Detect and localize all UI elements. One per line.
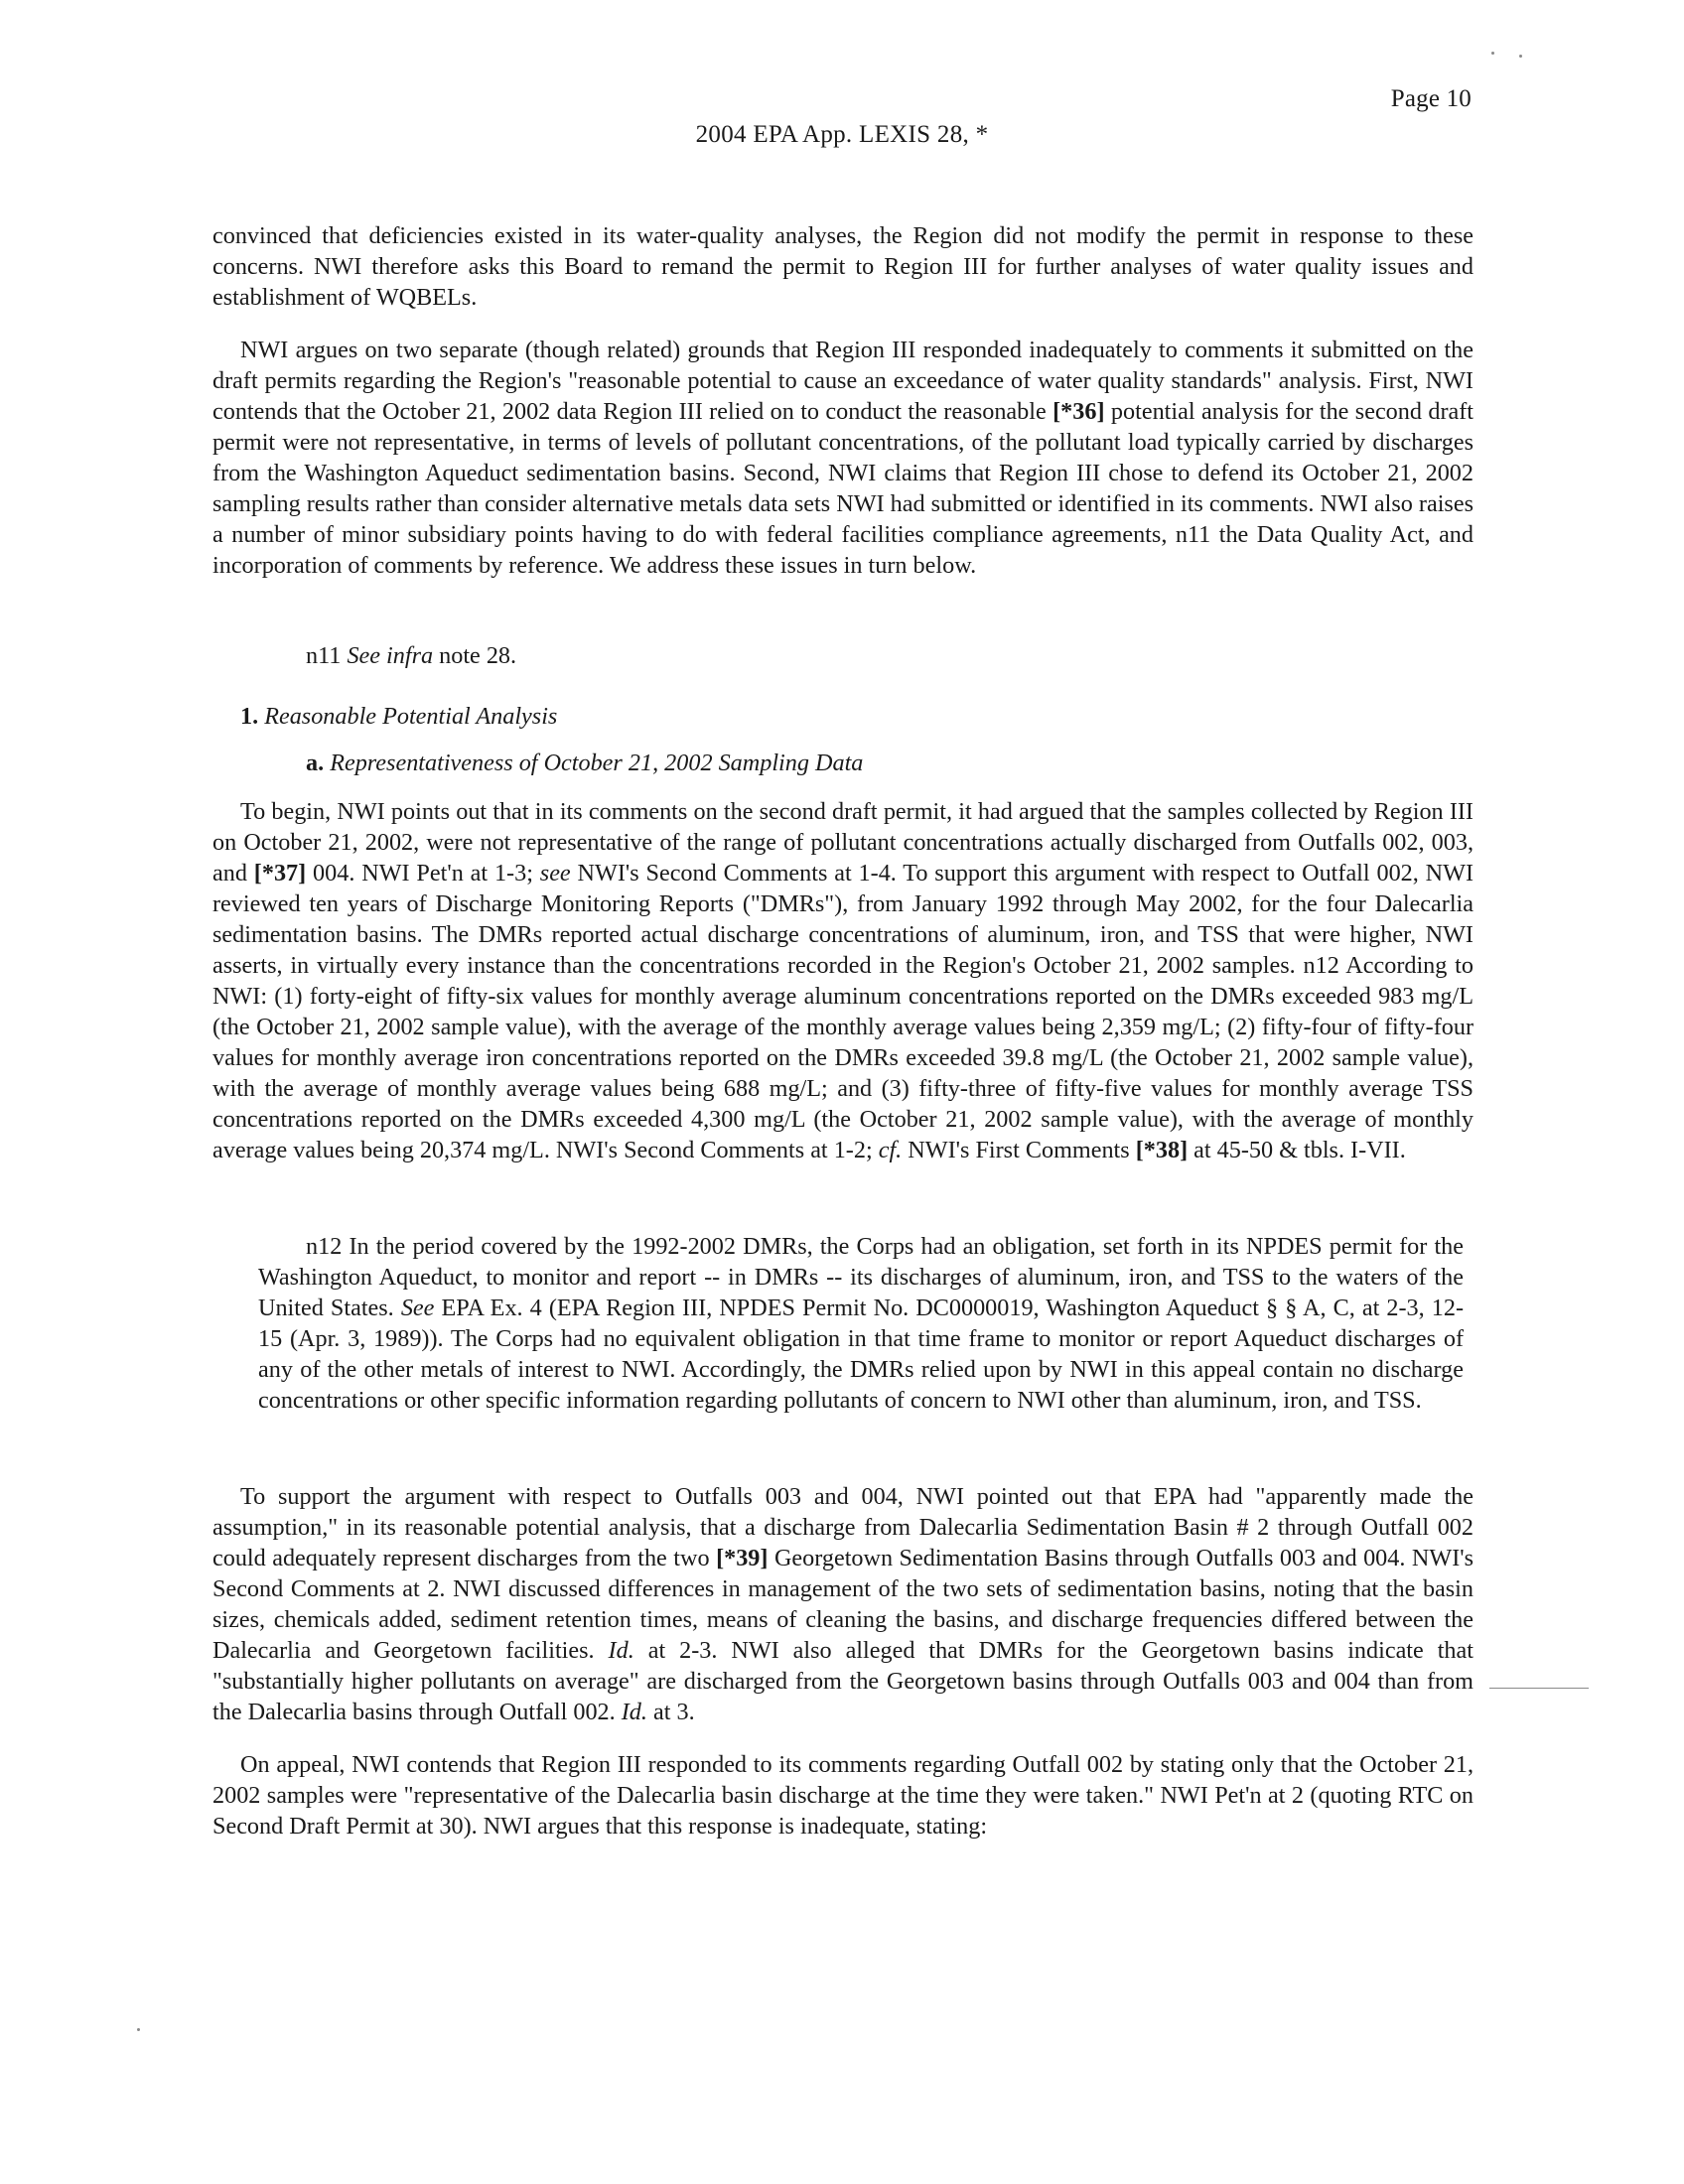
subsection-heading bbox=[212, 748, 1474, 778]
text-run: potential analysis for the second draft permit were not representative, in terms of levels of pollutant concentrations, of the pollutant load typically carried by discharges from the Washington Aqueduct sedimentation basins. Second, NWI claims that Region III chose to defend its October 21, 2002 sampling results rather than consider alternative metals data sets NWI had submitted or identified in its comments. NWI also raises a number of minor subsidiary points having to do with federal facilities compliance agreements, n11 the Data Quality Act, and incorporation of comments by reference. We address these issues in turn below. bbox=[212, 398, 1474, 579]
star-page-marker: [*39] bbox=[716, 1545, 769, 1571]
paragraph bbox=[212, 1749, 1474, 1842]
signal-italic: cf. bbox=[878, 1137, 903, 1163]
text-run: To begin, NWI points out that in its comments on the second draft permit, it had argued that the samples collected by Region III on October 21, 2002, were not representative of the range of pollutant concentrations actually discharged from Outfalls 002, 003, and bbox=[212, 798, 1474, 887]
paragraph bbox=[212, 335, 1474, 581]
text-run: at 2-3. NWI also alleged that DMRs for the Georgetown basins indicate that "substantially higher pollutants on average" are discharged from the Georgetown basins through Outfalls 003 and 004 than from the Dalecarlia basins through Outfall 002. bbox=[212, 1637, 1474, 1725]
text-run: note 28. bbox=[439, 642, 517, 669]
text-run: n12 In the period covered by the 1992-2002 DMRs, the Corps had an obligation, set forth in its NPDES permit for the Washington Aqueduct, to monitor and report -- in DMRs -- its discharges of aluminum, iron, and TSS to the waters of the United States. bbox=[258, 1233, 1464, 1321]
text-run: NWI's First Comments bbox=[908, 1137, 1130, 1163]
scan-line bbox=[1489, 1688, 1589, 1689]
page-number: Page 10 bbox=[1390, 85, 1472, 112]
text-run: EPA Ex. 4 (EPA Region III, NPDES Permit No. DC0000019, Washington Aqueduct § § A, C, at 2-3, 12-15 (Apr. 3, 1989)). The Corps had no equivalent obligation in that time frame to monitor or report Aqueduct discharges of any of the other metals of interest to NWI. Accordingly, the DMRs relied upon by NWI in this appeal contain no discharge concentrations or other specific information regarding pollutants of concern to NWI other than aluminum, iron, and TSS. bbox=[258, 1295, 1465, 1414]
paragraph bbox=[212, 1481, 1474, 1727]
paragraph-continuation bbox=[212, 220, 1474, 313]
page-body bbox=[212, 220, 1474, 1842]
text-run: convinced that deficiencies existed in its water-quality analyses, the Region did not modify the permit in response to these concerns. NWI therefore asks this Board to remand the permit to Region III for further analyses of water quality issues and establishment of WQBELs. bbox=[212, 222, 1474, 311]
text-run: Georgetown Sedimentation Basins through Outfalls 003 and 004. NWI's Second Comments at 2. NWI discussed differences in management of the two sets of sedimentation basins, noting that the basin sizes, chemicals added, sediment retention times, means of cleaning the basins, and discharge frequencies differed between the Dalecarlia and Georgetown facilities. bbox=[212, 1545, 1474, 1664]
footnote-n12 bbox=[212, 1231, 1474, 1416]
star-page-marker: [*38] bbox=[1135, 1137, 1189, 1163]
heading-number: a. bbox=[306, 750, 325, 776]
paragraph bbox=[212, 796, 1474, 1165]
text-run: NWI's Second Comments at 1-4. To support this argument with respect to Outfall 002, NWI reviewed ten years of Discharge Monitoring Reports ("DMRs"), from January 1992 through May 2002, for the four Dalecarlia sedimentation basins. The DMRs reported actual discharge concentrations of aluminum, iron, and TSS that were higher, NWI asserts, in virtually every instance than the concentrations recorded in the Region's October 21, 2002 samples. n12 According to NWI: (1) forty-eight of fifty-six values for monthly average aluminum concentrations reported on the DMRs exceeded 983 mg/L (the October 21, 2002 sample value), with the average of the monthly average values being 2,359 mg/L; (2) fifty-four of fifty-four values for monthly average iron concentrations reported on the DMRs exceeded 39.8 mg/L (the October 21, 2002 sample value), with the average of monthly average values being 688 mg/L; and (3) fifty-three of fifty-five values for monthly average TSS concentrations reported on the DMRs exceeded 4,300 mg/L (the October 21, 2002 sample value), with the average of monthly average values being 20,374 mg/L. NWI's Second Comments at 1-2; bbox=[212, 860, 1474, 1163]
scan-speck bbox=[137, 2028, 140, 2031]
citation-italic: Id. bbox=[621, 1699, 647, 1725]
scan-speck bbox=[1491, 52, 1494, 55]
star-page-marker: [*36] bbox=[1052, 398, 1105, 425]
section-heading bbox=[212, 701, 1474, 732]
heading-number: 1. bbox=[240, 703, 259, 730]
signal-italic: See infra bbox=[347, 642, 434, 669]
signal-italic: see bbox=[539, 860, 571, 887]
signal-italic: See bbox=[400, 1295, 435, 1321]
text-run: On appeal, NWI contends that Region III responded to its comments regarding Outfall 002 by stating only that the October 21, 2002 samples were "representative of the Dalecarlia basin discharge at the time they were taken." NWI Pet'n at 2 (quoting RTC on Second Draft Permit at 30). NWI argues that this response is inadequate, stating: bbox=[212, 1751, 1474, 1840]
text-run: To support the argument with respect to Outfalls 003 and 004, NWI pointed out that EPA had "apparently made the assumption," in its reasonable potential analysis, that a discharge from Dalecarlia Sedimentation Basin # 2 through Outfall 002 could adequately represent discharges from the two bbox=[212, 1483, 1474, 1571]
footnote-n11 bbox=[212, 640, 1474, 671]
heading-title: Representativeness of October 21, 2002 Sampling Data bbox=[330, 750, 864, 776]
citation-italic: Id. bbox=[608, 1637, 634, 1664]
heading-title: Reasonable Potential Analysis bbox=[264, 703, 558, 730]
footnote-ref: n11 bbox=[306, 642, 342, 669]
star-page-marker: [*37] bbox=[253, 860, 307, 887]
text-run: 004. NWI Pet'n at 1-3; bbox=[313, 860, 533, 887]
scan-speck bbox=[1519, 55, 1522, 58]
running-head-citation: 2004 EPA App. LEXIS 28, * bbox=[695, 121, 989, 148]
text-run: at 3. bbox=[653, 1699, 695, 1725]
text-run: NWI argues on two separate (though related) grounds that Region III responded inadequately to comments it submitted on the draft permits regarding the Region's "reasonable potential to cause an exceedance of water quality standards" analysis. First, NWI contends that the October 21, 2002 data Region III relied on to conduct the reasonable bbox=[212, 337, 1474, 425]
text-run: at 45-50 & tbls. I-VII. bbox=[1193, 1137, 1406, 1163]
